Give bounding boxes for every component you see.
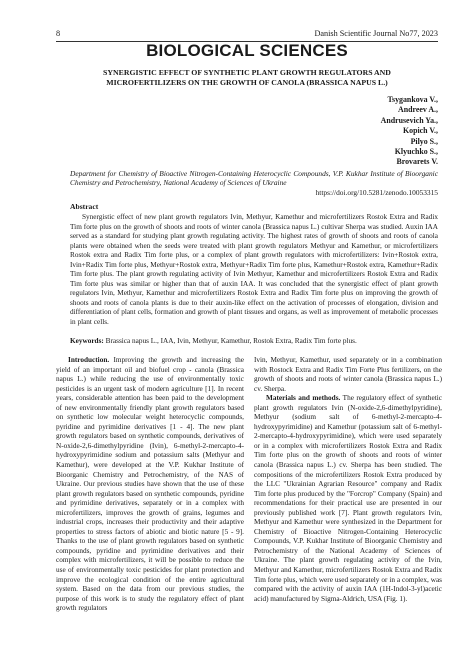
author: Andreev A., bbox=[398, 105, 438, 115]
introduction-paragraph bbox=[56, 356, 244, 614]
article-title-line-1: SYNERGISTIC EFFECT OF SYNTHETIC PLANT GROWTH REGULATORS AND bbox=[103, 68, 391, 77]
affiliation: Department for Chemistry of Bioactive Nitrogen-Containing Heterocyclic Compounds, V.P. Kukhar Institute of Bioorganic Chemistry and Petrochemistry, National Academy of Sciences of Ukraine bbox=[70, 169, 438, 188]
methods-heading: Materials and methods. bbox=[266, 394, 341, 403]
author-list bbox=[381, 95, 438, 168]
doi-link[interactable] bbox=[316, 188, 438, 197]
continued-paragraph: Ivin, Methyur, Kamethur, used separately or in a combination with Rostock Extra and Radix Tim Forte Plus fertilizers, on the growth of shoots and roots of winter canola (Brassica napus L.) cv. Sherpa. bbox=[254, 356, 442, 393]
methods-text: The regulatory effect of synthetic plant growth regulators Ivin (N-oxide-2,6-dimethylpyridine), Methyur (sodium salt of 6-methyl-2-mercapto-4-hydroxypyrimidine) and Kamethur (potassium salt of 6-methyl-2-mercapto-4-hydroxypyrimidine), which were used separately or in a complex with microfertilizers Rostok Extra and Radix Tim forte plus on the growth of shoots and roots of winter canola (Brassica napus L.) cv. Sherpa has been studied. The compositions of the microfertilizers Rostok Extra produced by the LLC "Ukrainian Agrarian Resource" company and Radix Tim forte plus produced by the "Forcrop" Company (Spain) and recommendations for their practical use are presented in our previously published work [7]. Plant growth regulators Ivin, Methyur and Kamethur were synthesized in the Department for Chemistry of Bioactive Nitrogen-Containing Heterocyclic Compounds, V.P. Kukhar Institute of Bioorganic Chemistry and Petrochemistry of the National Academy of Sciences of Ukraine. The plant growth regulating activity of the Ivin, Methyur and Kamethur, microfertilizers Rostok Extra and Radix Tim forte plus, which were used separately or in a complex, was compared with the activity of auxin IAA (1H-Indol-3-yl)acetic acid) manufactured by Sigma-Aldrich, USA (Fig. 1). bbox=[254, 394, 442, 603]
keywords bbox=[70, 337, 438, 347]
body-column-left bbox=[56, 356, 244, 614]
article-title bbox=[70, 68, 424, 88]
body-column-right bbox=[254, 356, 442, 604]
author: Tsygankova V., bbox=[387, 95, 438, 104]
author: Brovarets V. bbox=[396, 157, 438, 167]
running-head bbox=[56, 29, 438, 41]
author: Klyuchko S., bbox=[394, 147, 438, 157]
page-number: 8 bbox=[56, 29, 61, 38]
section-title: BIOLOGICAL SCIENCES bbox=[146, 41, 348, 60]
article-title-line-2: MICROFERTILIZERS ON THE GROWTH OF CANOLA (BRASSICA NAPUS L.) bbox=[106, 78, 388, 88]
keywords-text: Brassica napus L., IAA, Ivin, Methyur, Kamethur, Rostok Extra, Radix Tim forte plus. bbox=[105, 337, 357, 345]
abstract-heading: Abstract bbox=[70, 202, 99, 211]
introduction-text: Improving the growth and increasing the yield of an important oil and biofuel crop - canola (Brassica napus L.) while reducing the use of environmentally toxic pesticides is an urgent task of modern agriculture [1]. In recent years, considerable attention has been paid to the development of new environmentally friendly plant growth regulators based on synthetic low molecular weight heterocyclic compounds, pyridine and pyrimidine derivatives [1 - 4]. The new plant growth regulators based on synthetic compounds, derivatives of N-oxide-2,6-dimethylpyridine (Ivin), 6-methyl-2-mercapto-4-hydroxypyrimidine sodium and potassium salts (Methyur and Kamethur), were developed at the V.P. Kukhar Institute of Bioorganic Chemistry and Petrochemistry, of the NAS of Ukraine. Our previous studies have shown that the use of these plant growth regulators based on synthetic compounds, pyridine and pyrimidine derivatives, separately or in a complex with microfertilizers, improves the growth of grains, legumes and industrial crops, increases their productivity and their adaptive properties to stress factors of abiotic and biotic nature [5 - 9]. Thanks to the use of plant growth regulators based on synthetic compounds, pyridine and pyrimidine derivatives and their complex with microfertilizers, it will be possible to reduce the use of environmentally toxic pesticides for plant protection and improve the ecological condition of the entire agricultural system. Based on the data from our previous studies, the purpose of this work is to study the regulatory effect of plant growth regulators bbox=[56, 356, 245, 613]
abstract-text: Synergistic effect of new plant growth regulators Ivin, Methyur, Kamethur and microfertilizers Rostok Extra and Radix Tim forte plus on the growth of shoots and roots of winter canola (Brassica napus L.) cultivar Sherpa was studied. Auxin IAA served as a standard for studying plant growth regulating activity. The highest rates of growth of shoots and roots of canola plants were obtained when the seeds were treated with plant growth regulators Methyur and Kamethur, or microfertilizers Rostok extra and Radix Tim forte plus, or a complex of plant growth regulators with microfertilizers: Ivin+Rostok extra, Ivin+Radix Tim forte plus, Methyur+Rostok extra, Methyur+Radix Tim forte plus, Kamethur+Rostok extra, Kamethur+Radix Tim forte plus. The plant growth regulating activity of Ivin Methyur, Kamethur and microfertilizers Rostok Extra and Radix Tim forte plus was similar or higher than that of auxin IAA. It was concluded that the synergistic effect of plant growth regulators Ivin, Methyur, Kamethur and microfertilizers Rostok Extra and Radix Tim forte plus on improving the growth of shoots and roots of canola plants is due to their auxin-like effect on the activation of processes of elongation, division and differentiation of plant cells, formation and growth of plant tissues and organs, as well as improvement of metabolic processes in plant cells. bbox=[70, 213, 438, 327]
author: Kopich V., bbox=[402, 126, 438, 136]
journal-name: Danish Scientific Journal No77, 2023 bbox=[314, 29, 438, 38]
doi-url[interactable]: https://doi.org/10.5281/zenodo.10053315 bbox=[315, 188, 438, 197]
author: Pilyo S., bbox=[410, 136, 438, 146]
methods-paragraph bbox=[254, 394, 442, 604]
author: Andrusevich Ya., bbox=[380, 115, 438, 125]
keywords-label: Keywords: bbox=[70, 337, 104, 345]
introduction-heading: Introduction. bbox=[68, 356, 110, 364]
